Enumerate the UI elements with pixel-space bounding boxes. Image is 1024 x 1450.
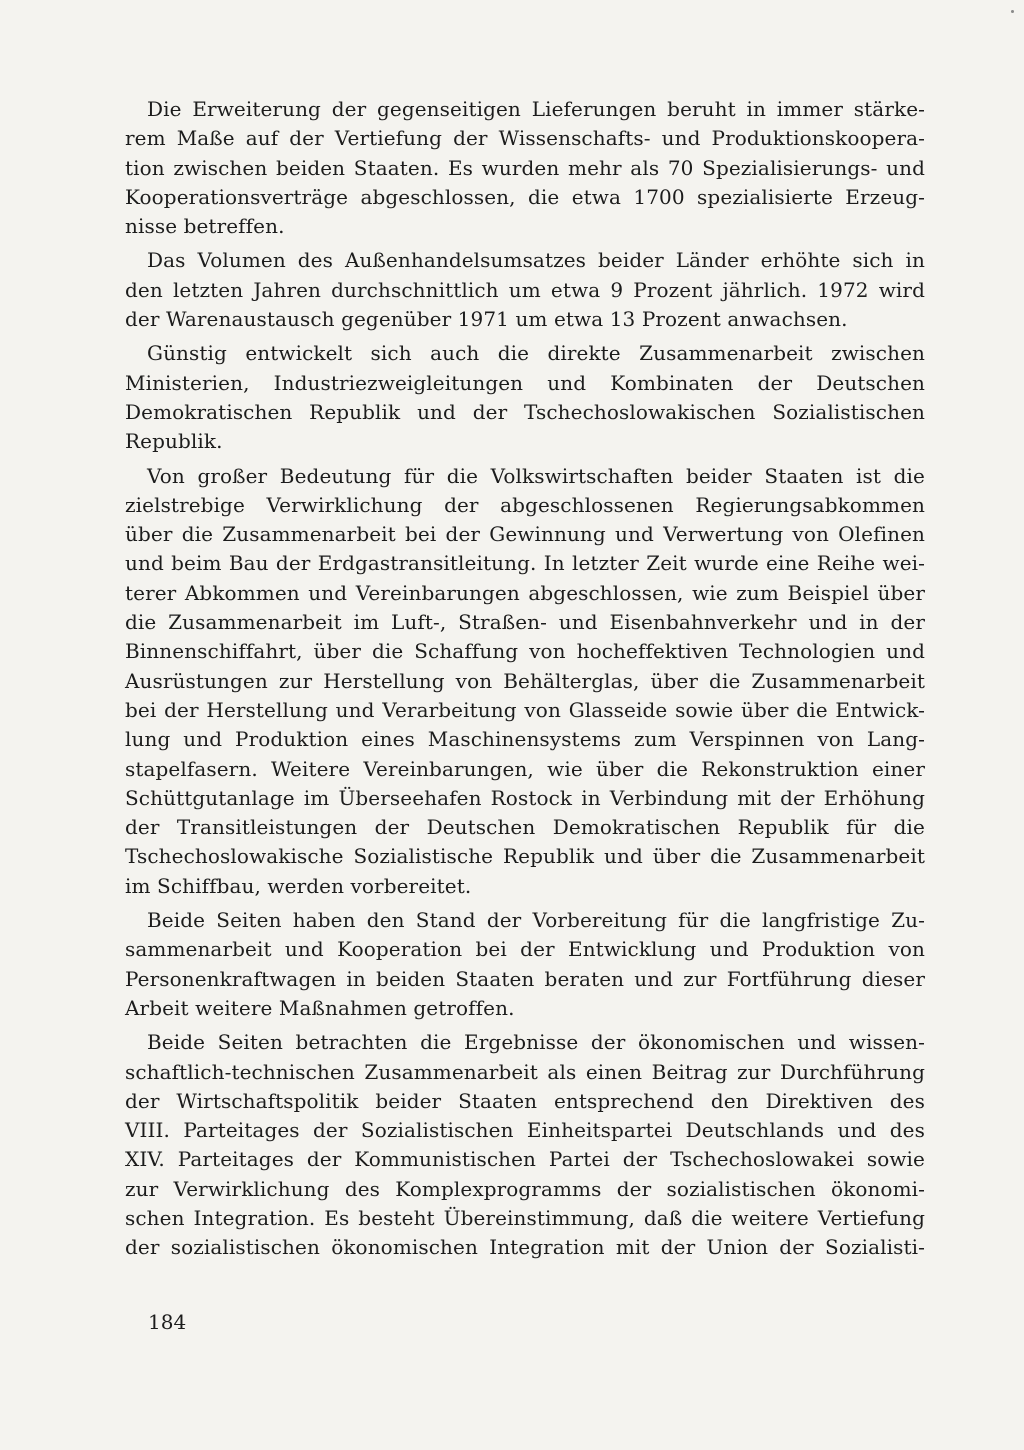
text-line: Arbeit weitere Maßnahmen getroffen. [125, 995, 515, 1020]
text-line: Binnenschiffahrt, über die Schaffung von hocheffektiven Technologien und [125, 639, 925, 664]
text-line: Personenkraftwagen in beiden Staaten beraten und zur Fortführung dieser [125, 966, 925, 991]
paragraph [125, 906, 925, 1023]
text-line: der Warenaustausch gegenüber 1971 um etwa 13 Prozent anwachsen. [125, 307, 848, 332]
text-line: stapelfasern. Weitere Vereinbarungen, wie über die Rekonstruktion einer [125, 756, 925, 781]
paragraph [125, 1028, 925, 1262]
page-number: 184 [148, 1310, 187, 1334]
text-line: den letzten Jahren durchschnittlich um etwa 9 Prozent jährlich. 1972 wird [125, 277, 925, 302]
text-line: schaftlich-technischen Zusammenarbeit als einen Beitrag zur Durchführung [125, 1059, 925, 1084]
text-line: Ausrüstungen zur Herstellung von Behälterglas, über die Zusammenarbeit [125, 668, 925, 693]
scan-speck [1011, 10, 1014, 13]
text-line: die Zusammenarbeit im Luft-, Straßen- und Eisenbahnverkehr und in der [125, 610, 925, 635]
text-line: bei der Herstellung und Verarbeitung von Glasseide sowie über die Entwick- [125, 697, 925, 722]
text-line: Das Volumen des Außenhandelsumsatzes beider Länder erhöhte sich in [147, 248, 925, 273]
text-line: der Transitleistungen der Deutschen Demokratischen Republik für die [125, 815, 925, 840]
text-line: zur Verwirklichung des Komplexprogramms der sozialistischen ökonomi- [125, 1176, 925, 1201]
text-line: Kooperationsverträge abgeschlossen, die etwa 1700 spezialisierte Erzeug- [125, 184, 925, 209]
paragraph [125, 339, 925, 456]
text-line: sammenarbeit und Kooperation bei der Entwicklung und Produktion von [125, 937, 925, 962]
text-line: Die Erweiterung der gegenseitigen Lieferungen beruht in immer stärke- [147, 97, 925, 121]
text-line: der Wirtschaftspolitik beider Staaten entsprechend den Direktiven des [125, 1088, 925, 1113]
text-line: tion zwischen beiden Staaten. Es wurden mehr als 70 Spezialisierungs- und [125, 155, 925, 180]
text-line: über die Zusammenarbeit bei der Gewinnung und Verwertung von Olefinen [125, 522, 925, 547]
body-text [125, 95, 925, 1268]
text-line: VIII. Parteitages der Sozialistischen Einheitspartei Deutschlands und des [125, 1118, 925, 1143]
text-line: Demokratischen Republik und der Tschechoslowakischen Sozialistischen [125, 399, 925, 424]
text-line: und beim Bau der Erdgastransitleitung. In letzter Zeit wurde eine Reihe wei- [125, 551, 925, 576]
text-line: zielstrebige Verwirklichung der abgeschlossenen Regierungsabkommen [125, 492, 925, 517]
text-line: Beide Seiten haben den Stand der Vorbereitung für die langfristige Zu- [147, 908, 925, 933]
text-line: terer Abkommen und Vereinbarungen abgeschlossen, wie zum Beispiel über [125, 580, 925, 605]
paragraph [125, 246, 925, 334]
text-line: schen Integration. Es besteht Übereinstimmung, daß die weitere Vertiefung [125, 1205, 925, 1230]
text-line: Ministerien, Industriezweigleitungen und Kombinaten der Deutschen [125, 370, 925, 395]
text-line: rem Maße auf der Vertiefung der Wissenschafts- und Produktionskooperа- [125, 126, 925, 151]
paragraph [125, 95, 925, 241]
text-line: Von großer Bedeutung für die Volkswirtschaften beider Staaten ist die [147, 463, 925, 488]
text-line: XIV. Parteitages der Kommunistischen Partei der Tschechoslowakei sowie [125, 1147, 925, 1172]
text-line: lung und Produktion eines Maschinensystems zum Verspinnen von Lang- [125, 727, 925, 752]
text-line: nisse betreffen. [125, 214, 285, 239]
text-line: der sozialistischen ökonomischen Integration mit der Union der Sozialisti- [125, 1235, 925, 1260]
text-line: Beide Seiten betrachten die Ergebnisse der ökonomischen und wissen- [147, 1030, 925, 1055]
paragraph [125, 462, 925, 901]
text-line: im Schiffbau, werden vorbereitet. [125, 873, 472, 898]
text-line: Tschechoslowakische Sozialistische Republik und über die Zusammenarbeit [125, 844, 925, 869]
text-line: Schüttgutanlage im Überseehafen Rostock in Verbindung mit der Erhöhung [125, 785, 925, 810]
text-line: Republik. [125, 429, 223, 454]
text-line: Günstig entwickelt sich auch die direkte Zusammenarbeit zwischen [147, 341, 925, 366]
